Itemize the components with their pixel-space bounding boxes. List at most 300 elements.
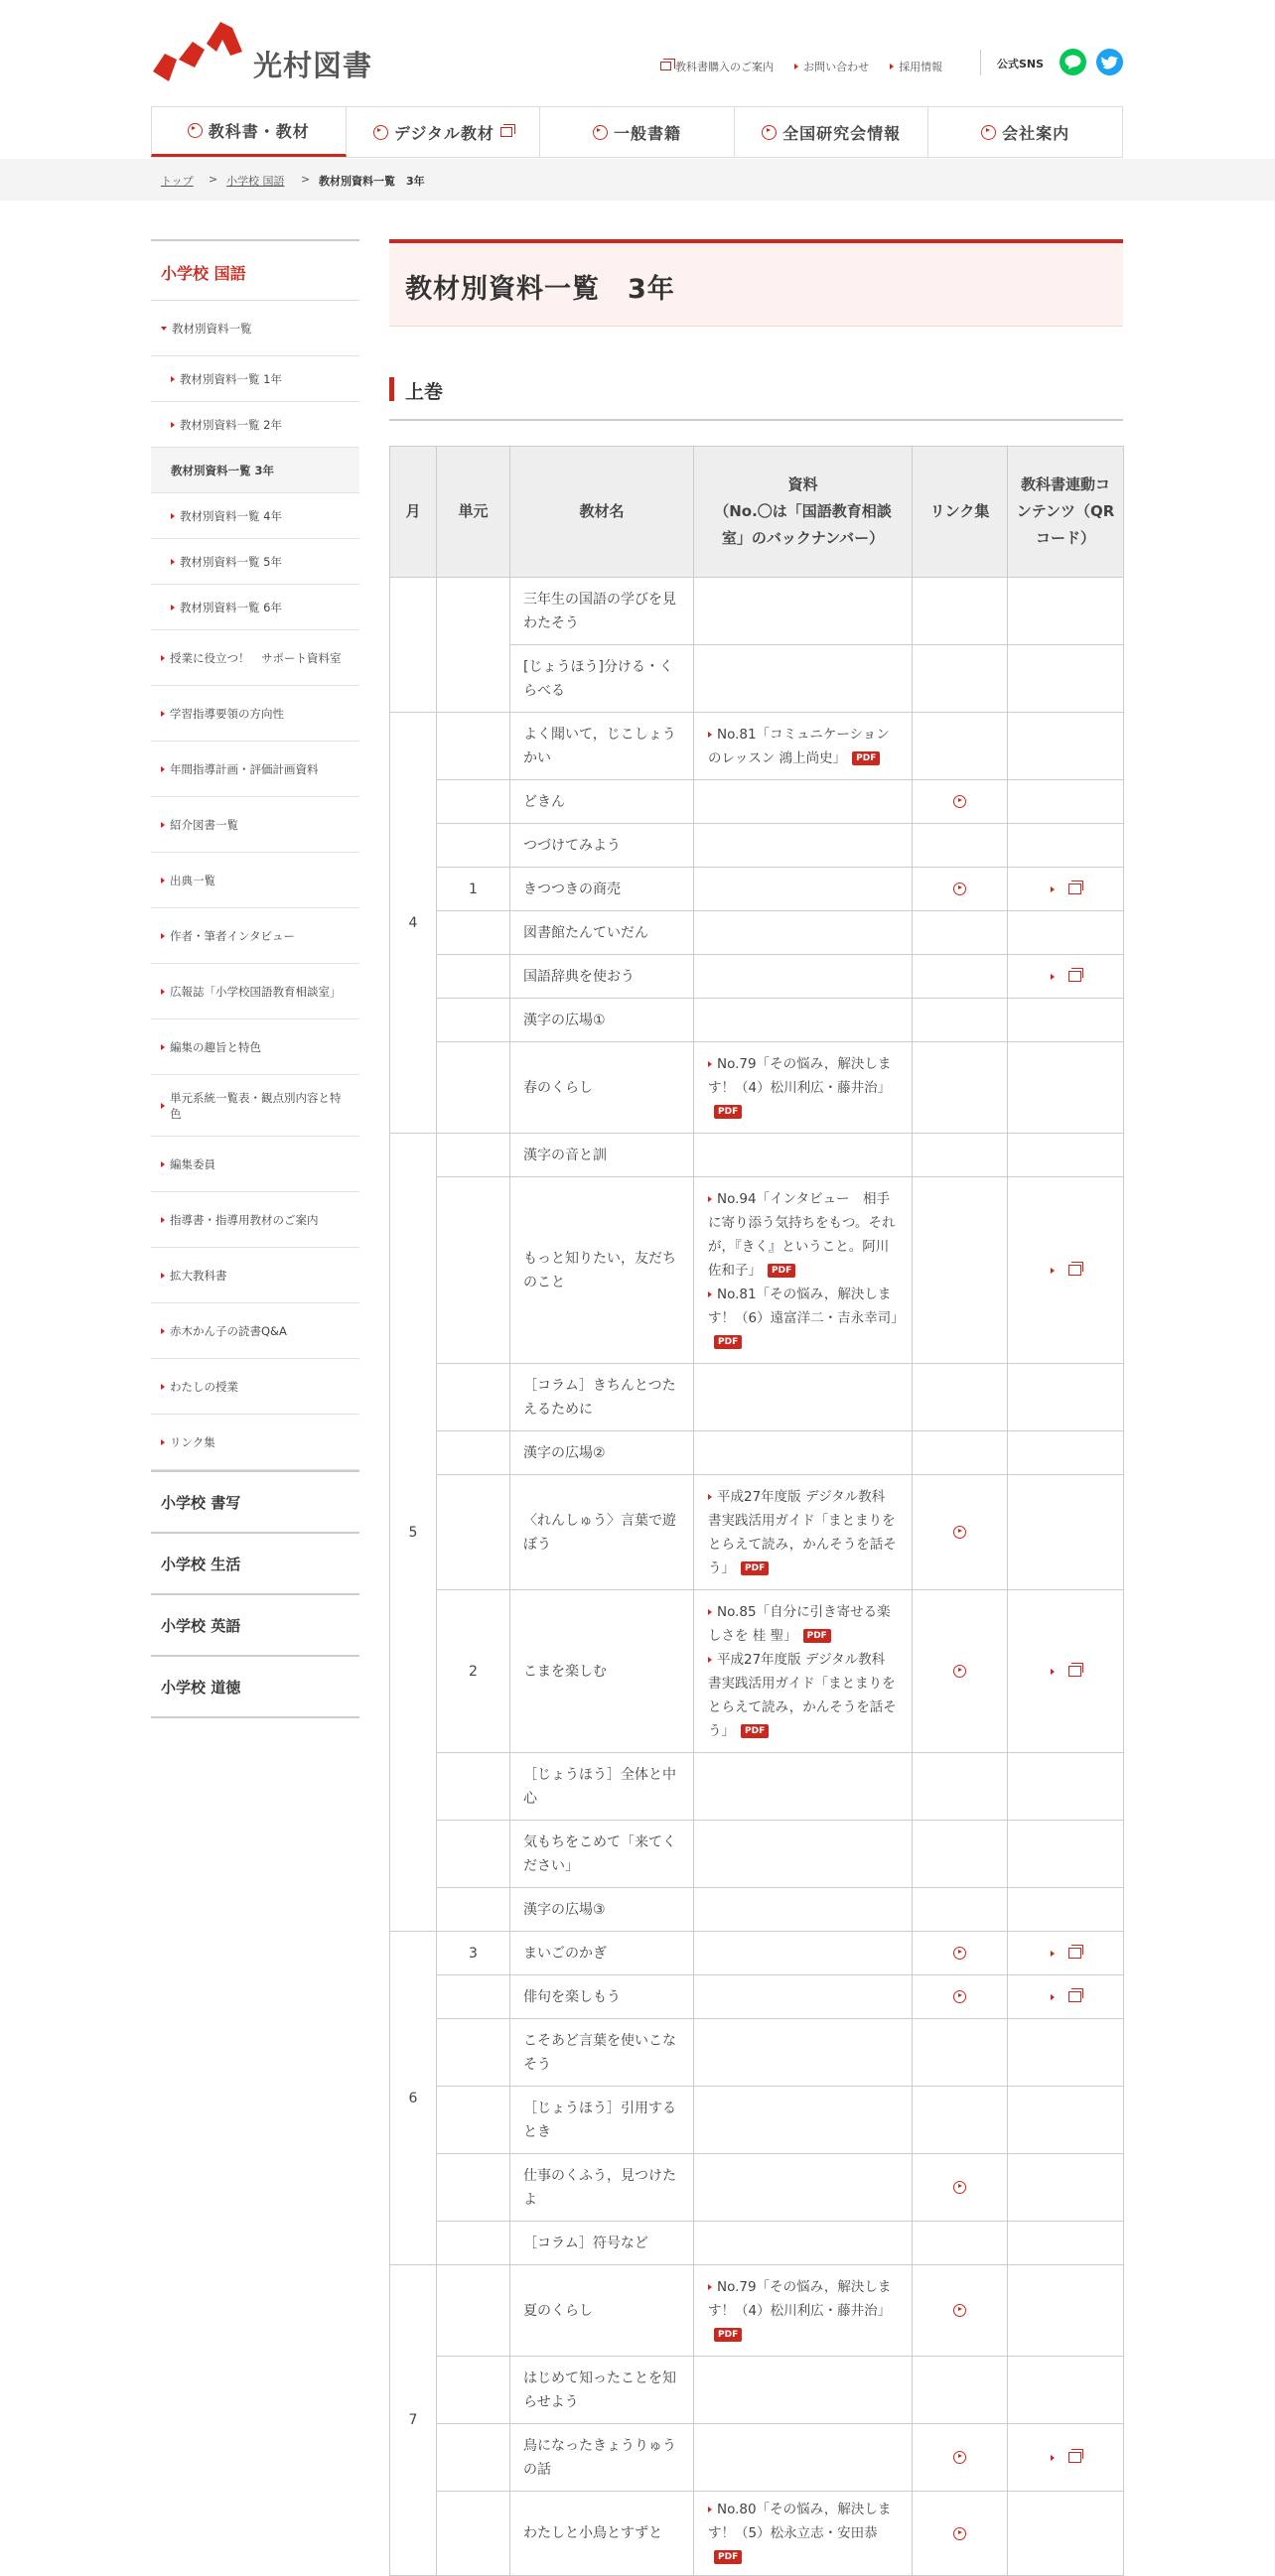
sidebar-section[interactable]: 小学校 英語 [151, 1593, 359, 1655]
materials-cell [694, 2019, 913, 2087]
unit-cell [437, 578, 510, 713]
materials-cell [694, 780, 913, 824]
links-cell [913, 1975, 1008, 2019]
unit-cell [437, 1821, 510, 1888]
title-cell: ［コラム］きちんとつたえるために [510, 1364, 694, 1431]
table-row [390, 1932, 1124, 1975]
sidebar-section[interactable]: 小学校 道徳 [151, 1655, 359, 1716]
twitter-icon[interactable] [1096, 49, 1123, 75]
nav-label: 一般書籍 [613, 123, 681, 143]
qr-link[interactable] [1051, 969, 1081, 985]
material-label: No.85「自分に引き寄せる楽しさを 桂 聖」 [708, 1603, 891, 1644]
material-label: No.79「その悩み，解決します！（4）松川利広・藤井治」 [708, 1055, 892, 1096]
play-icon [373, 125, 388, 140]
arrow-icon [171, 559, 175, 565]
links-cell [913, 1364, 1008, 1431]
month-cell: 4 [390, 713, 437, 1134]
window-icon [1068, 1991, 1081, 2002]
sidebar-item-label: 年間指導計画・評価計画資料 [170, 761, 319, 776]
sidebar-item-label: 指導書・指導用教材のご案内 [170, 1212, 319, 1227]
sidebar-item[interactable] [151, 1137, 359, 1192]
play-icon[interactable] [953, 2304, 966, 2317]
sidebar-item[interactable] [151, 742, 359, 797]
arrow-icon [1051, 886, 1055, 892]
nav-label: 全国研究会情報 [782, 123, 902, 143]
materials-cell [694, 713, 913, 780]
unit-cell [437, 911, 510, 955]
qr-cell [1008, 2357, 1124, 2424]
links-cell [913, 2424, 1008, 2492]
top-link-contact[interactable]: お問い合わせ [803, 61, 870, 73]
play-icon[interactable] [953, 1990, 966, 2003]
qr-cell [1008, 2424, 1124, 2492]
title-cell: 漢字の音と訓 [510, 1134, 694, 1177]
title-cell: 図書館たんていだん [510, 911, 694, 955]
top-link-purchase[interactable]: 教科書購入のご案内 [675, 61, 774, 73]
unit-cell [437, 780, 510, 824]
pdf-badge: PDF [852, 751, 880, 765]
unit-cell [437, 1134, 510, 1177]
sidebar-item[interactable] [151, 908, 359, 964]
arrow-icon [161, 766, 165, 772]
arrow-icon [1051, 1951, 1055, 1957]
pdf-badge: PDF [803, 1629, 831, 1643]
unit-cell: 2 [437, 1590, 510, 1753]
material-label: 平成27年度版 デジタル教科書実践活用ガイド「まとまりをとらえて読み，かんそうを話そう」 [708, 1651, 897, 1739]
table-row [390, 824, 1124, 868]
links-cell [913, 2019, 1008, 2087]
play-icon[interactable] [953, 1526, 966, 1539]
sidebar-item[interactable] [151, 853, 359, 908]
unit-cell [437, 2019, 510, 2087]
arrow-icon [708, 1657, 712, 1663]
sidebar-item-label: リンク集 [170, 1434, 215, 1449]
materials-cell [694, 2154, 913, 2222]
sidebar-item[interactable] [151, 1075, 359, 1137]
nav-digital[interactable] [347, 107, 541, 157]
unit-cell [437, 999, 510, 1042]
qr-cell [1008, 824, 1124, 868]
table-row [390, 780, 1124, 824]
qr-cell [1008, 1364, 1124, 1431]
qr-cell [1008, 1888, 1124, 1932]
table-row [390, 1475, 1124, 1590]
table-row [390, 955, 1124, 999]
material-link[interactable] [708, 1052, 898, 1124]
unit-cell [437, 2357, 510, 2424]
materials-cell [694, 645, 913, 713]
col-qr: 教科書連動コンテンツ（QRコード） [1008, 447, 1124, 578]
table-row [390, 1134, 1124, 1177]
sidebar-item-label: 授業に役立つ！ サポート資料室 [170, 650, 342, 665]
material-label: No.80「その悩み，解決します！（5）松永立志・安田恭 [708, 2502, 892, 2541]
links-cell [913, 2492, 1008, 2576]
title-cell: わたしと小鳥とすずと [510, 2492, 694, 2576]
sidebar-item[interactable] [151, 964, 359, 1019]
materials-table [389, 446, 1124, 2576]
links-cell [913, 1431, 1008, 1475]
arrow-icon [1051, 2455, 1055, 2461]
arrow-icon [708, 1061, 712, 1067]
sidebar-item[interactable] [151, 1192, 359, 1248]
links-cell [913, 824, 1008, 868]
sidebar-item[interactable] [151, 1019, 359, 1075]
table-row [390, 2492, 1124, 2576]
global-nav [151, 106, 1123, 158]
sidebar-item[interactable] [151, 686, 359, 742]
nav-research[interactable] [735, 107, 929, 157]
table-row [390, 2424, 1124, 2492]
links-cell [913, 2265, 1008, 2357]
unit-cell [437, 1364, 510, 1431]
title-cell: つづけてみよう [510, 824, 694, 868]
sidebar-section[interactable]: 小学校 書写 [151, 1470, 359, 1532]
top-links [660, 56, 942, 74]
unit-cell [437, 955, 510, 999]
links-cell [913, 868, 1008, 911]
links-cell [913, 2222, 1008, 2265]
qr-cell [1008, 2019, 1124, 2087]
sidebar-item-label: 作者・筆者インタビュー [170, 928, 296, 943]
window-icon [660, 62, 671, 70]
table-row [390, 578, 1124, 645]
material-link[interactable] [708, 723, 898, 770]
pdf-badge: PDF [714, 1105, 742, 1119]
sidebar [151, 239, 359, 1718]
links-cell [913, 911, 1008, 955]
unit-cell [437, 1431, 510, 1475]
table-row [390, 1753, 1124, 1821]
unit-cell [437, 2492, 510, 2576]
site-logo[interactable] [151, 20, 379, 81]
table-row [390, 999, 1124, 1042]
pdf-badge: PDF [714, 1335, 742, 1349]
chevron-down-icon [161, 327, 167, 331]
qr-cell [1008, 713, 1124, 780]
links-cell [913, 1134, 1008, 1177]
arrow-icon [708, 2507, 712, 2512]
table-row [390, 1975, 1124, 2019]
sidebar-item[interactable] [151, 301, 359, 356]
material-link[interactable] [708, 2275, 898, 2347]
sidebar-item-label: わたしの授業 [170, 1379, 238, 1394]
arrow-icon [708, 1609, 712, 1615]
arrow-icon [708, 1196, 712, 1202]
material-link[interactable] [708, 1485, 898, 1580]
links-cell [913, 1042, 1008, 1134]
pdf-badge: PDF [741, 1724, 769, 1738]
arrow-icon [171, 605, 175, 610]
play-icon[interactable] [953, 1947, 966, 1960]
pdf-badge: PDF [714, 2328, 742, 2342]
sidebar-item-label: 学習指導要領の方向性 [170, 706, 284, 721]
sidebar-item[interactable] [151, 356, 359, 402]
top-link-recruit[interactable]: 採用情報 [899, 61, 943, 73]
title-cell: 春のくらし [510, 1042, 694, 1134]
title-cell: はじめて知ったことを知らせよう [510, 2357, 694, 2424]
sidebar-item[interactable] [151, 797, 359, 853]
divider [980, 50, 981, 75]
materials-cell [694, 955, 913, 999]
materials-cell [694, 911, 913, 955]
arrow-icon [161, 989, 165, 995]
links-cell [913, 2154, 1008, 2222]
table-row [390, 1821, 1124, 1888]
qr-cell [1008, 1042, 1124, 1134]
window-icon [1068, 2452, 1081, 2463]
crumb-current: 教材別資料一覧 3年 [319, 175, 425, 188]
sidebar-heading[interactable]: 小学校 国語 [151, 239, 359, 301]
qr-cell [1008, 1975, 1124, 2019]
materials-cell [694, 1975, 913, 2019]
nav-label: 会社案内 [1002, 123, 1070, 143]
crumb-kokugo[interactable]: 小学校 国語 [226, 175, 285, 188]
arrow-icon [171, 422, 175, 428]
unit-cell [437, 1753, 510, 1821]
crumb-sep: > [209, 173, 218, 186]
qr-link[interactable] [1051, 1989, 1081, 2005]
arrow-icon [161, 1384, 165, 1390]
material-link[interactable] [708, 1187, 898, 1283]
unit-cell [437, 2424, 510, 2492]
material-label: No.79「その悩み，解決します！（4）松川利広・藤井治」 [708, 2278, 892, 2319]
arrow-icon [171, 376, 175, 382]
materials-cell [694, 2087, 913, 2154]
unit-cell [437, 1475, 510, 1590]
links-cell [913, 1888, 1008, 1932]
sidebar-item-label: 教材別資料一覧 2年 [180, 417, 282, 432]
col-unit: 単元 [437, 447, 510, 578]
unit-cell [437, 2222, 510, 2265]
title-cell: どきん [510, 780, 694, 824]
qr-cell [1008, 2265, 1124, 2357]
arrow-icon [161, 1439, 165, 1445]
unit-cell [437, 2265, 510, 2357]
sidebar-item-label: 出典一覧 [170, 873, 215, 887]
play-icon[interactable] [953, 1665, 966, 1678]
unit-cell [437, 824, 510, 868]
title-cell: よく聞いて，じこしょうかい [510, 713, 694, 780]
qr-cell [1008, 2222, 1124, 2265]
nav-company[interactable] [928, 107, 1123, 157]
arrow-icon [794, 64, 798, 69]
sidebar-item-label: 赤木かん子の読書Q&A [170, 1323, 287, 1338]
breadcrumb [0, 159, 1275, 201]
materials-cell [694, 1177, 913, 1364]
col-links: リンク集 [913, 447, 1008, 578]
sidebar-section[interactable]: 小学校 生活 [151, 1532, 359, 1593]
title-cell: 三年生の国語の学びを見わたそう [510, 578, 694, 645]
sidebar-item[interactable] [151, 630, 359, 686]
title-cell: 俳句を楽しもう [510, 1975, 694, 2019]
sidebar-item[interactable] [151, 585, 359, 630]
links-cell [913, 578, 1008, 645]
logo-mark-icon [151, 20, 246, 81]
qr-link[interactable] [1051, 2450, 1081, 2466]
crumb-sep: > [301, 173, 311, 186]
unit-cell [437, 1042, 510, 1134]
title-cell: こまを楽しむ [510, 1590, 694, 1753]
unit-cell [437, 1177, 510, 1364]
sidebar-item[interactable] [151, 493, 359, 539]
sidebar-item-label: 教材別資料一覧 [172, 321, 252, 336]
links-cell [913, 713, 1008, 780]
month-cell: 5 [390, 1134, 437, 1932]
arrow-icon [161, 1103, 165, 1109]
materials-cell [694, 2357, 913, 2424]
table-row [390, 2222, 1124, 2265]
materials-cell [694, 2492, 913, 2576]
materials-cell [694, 1821, 913, 1888]
nav-textbooks[interactable] [151, 107, 347, 157]
material-label: No.94「インタビュー 相手に寄り添う気持ちをもつ。それが，『きく』ということ。阿川佐和子」 [708, 1190, 896, 1279]
materials-cell [694, 2265, 913, 2357]
sidebar-item-label: 編集委員 [170, 1156, 215, 1171]
table-row [390, 2154, 1124, 2222]
title-cell: 漢字の広場① [510, 999, 694, 1042]
title-cell: ［コラム］符号など [510, 2222, 694, 2265]
arrow-icon [1051, 1669, 1055, 1675]
materials-cell [694, 1753, 913, 1821]
play-icon[interactable] [953, 2527, 966, 2540]
qr-link[interactable] [1051, 881, 1081, 897]
links-cell [913, 780, 1008, 824]
play-icon[interactable] [953, 2181, 966, 2194]
title-cell: ［じょうほう］全体と中心 [510, 1753, 694, 1821]
play-icon[interactable] [953, 2451, 966, 2464]
table-row [390, 713, 1124, 780]
materials-cell [694, 868, 913, 911]
qr-cell [1008, 1753, 1124, 1821]
window-icon [1068, 971, 1081, 982]
page-title: 教材別資料一覧 3年 [405, 274, 675, 305]
sidebar-item-label: 教材別資料一覧 5年 [180, 554, 282, 569]
sidebar-item[interactable] [151, 1359, 359, 1415]
qr-cell [1008, 1821, 1124, 1888]
nav-label: 教科書・教材 [208, 122, 310, 141]
qr-link[interactable] [1051, 1664, 1081, 1680]
table-row [390, 2265, 1124, 2357]
month-cell [390, 578, 437, 713]
table-row [390, 1888, 1124, 1932]
links-cell [913, 1590, 1008, 1753]
title-cell: きつつきの商売 [510, 868, 694, 911]
title-cell: 漢字の広場③ [510, 1888, 694, 1932]
arrow-icon [161, 1161, 165, 1167]
links-cell [913, 1753, 1008, 1821]
title-cell: 気もちをこめて「来てください」 [510, 1821, 694, 1888]
sidebar-item[interactable] [151, 1303, 359, 1359]
page-title-box [389, 239, 1123, 327]
table-row [390, 2357, 1124, 2424]
qr-cell [1008, 1431, 1124, 1475]
links-cell [913, 645, 1008, 713]
nav-label: デジタル教材 [393, 123, 495, 143]
qr-cell [1008, 1932, 1124, 1975]
arrow-icon [161, 878, 165, 883]
sidebar-item[interactable] [151, 448, 359, 493]
section-heading [389, 375, 1123, 421]
links-cell [913, 2087, 1008, 2154]
sidebar-item[interactable] [151, 402, 359, 448]
materials-cell [694, 2424, 913, 2492]
arrow-icon [161, 1328, 165, 1334]
title-cell: こそあど言葉を使いこなそう [510, 2019, 694, 2087]
sidebar-item-label: 単元系統一覧表・観点別内容と特色 [170, 1090, 342, 1121]
crumb-top[interactable]: トップ [161, 175, 194, 188]
sidebar-item[interactable] [151, 1248, 359, 1303]
material-label: No.81「その悩み，解決します！（6）遠富洋二・吉永幸司」 [708, 1286, 905, 1326]
table-row [390, 1177, 1124, 1364]
table-row [390, 1590, 1124, 1753]
col-month: 月 [390, 447, 437, 578]
pdf-badge: PDF [714, 2550, 742, 2564]
arrow-icon [161, 711, 165, 717]
arrow-icon [708, 2284, 712, 2290]
qr-cell [1008, 1134, 1124, 1177]
play-icon [762, 125, 777, 140]
table-row [390, 1431, 1124, 1475]
links-cell [913, 1932, 1008, 1975]
qr-link[interactable] [1051, 1263, 1081, 1279]
unit-cell [437, 713, 510, 780]
material-link[interactable] [708, 1648, 898, 1743]
qr-cell [1008, 645, 1124, 713]
title-cell: ［じょうほう］引用するとき [510, 2087, 694, 2154]
title-cell: 夏のくらし [510, 2265, 694, 2357]
material-link[interactable] [708, 2498, 898, 2569]
links-cell [913, 1177, 1008, 1364]
line-icon[interactable] [1060, 49, 1086, 75]
arrow-icon [161, 1217, 165, 1223]
qr-cell [1008, 955, 1124, 999]
qr-cell [1008, 911, 1124, 955]
table-row [390, 1042, 1124, 1134]
window-icon [500, 127, 512, 137]
table-row [390, 911, 1124, 955]
title-cell: 漢字の広場② [510, 1431, 694, 1475]
qr-cell [1008, 999, 1124, 1042]
qr-link[interactable] [1051, 1946, 1081, 1962]
sidebar-item[interactable] [151, 539, 359, 585]
arrow-icon [161, 933, 165, 939]
materials-cell [694, 578, 913, 645]
sidebar-item-label: 教材別資料一覧 3年 [171, 463, 275, 477]
qr-cell [1008, 868, 1124, 911]
play-icon[interactable] [953, 882, 966, 895]
sidebar-item[interactable] [151, 1415, 359, 1470]
table-row [390, 2087, 1124, 2154]
links-cell [913, 999, 1008, 1042]
material-link[interactable] [708, 1600, 898, 1648]
materials-cell [694, 1475, 913, 1590]
unit-cell [437, 1975, 510, 2019]
pdf-badge: PDF [741, 1561, 769, 1575]
col-materials: 資料 （No.〇は「国語教育相談室」のバックナンバー） [694, 447, 913, 578]
arrow-icon [1051, 1994, 1055, 2000]
materials-cell [694, 1134, 913, 1177]
play-icon[interactable] [953, 795, 966, 808]
arrow-icon [1051, 974, 1055, 980]
play-icon [593, 125, 608, 140]
qr-cell [1008, 2154, 1124, 2222]
materials-cell [694, 1364, 913, 1431]
qr-cell [1008, 1590, 1124, 1753]
title-cell: 国語辞典を使おう [510, 955, 694, 999]
nav-books[interactable] [540, 107, 735, 157]
links-cell [913, 1475, 1008, 1590]
material-link[interactable] [708, 1283, 905, 1354]
